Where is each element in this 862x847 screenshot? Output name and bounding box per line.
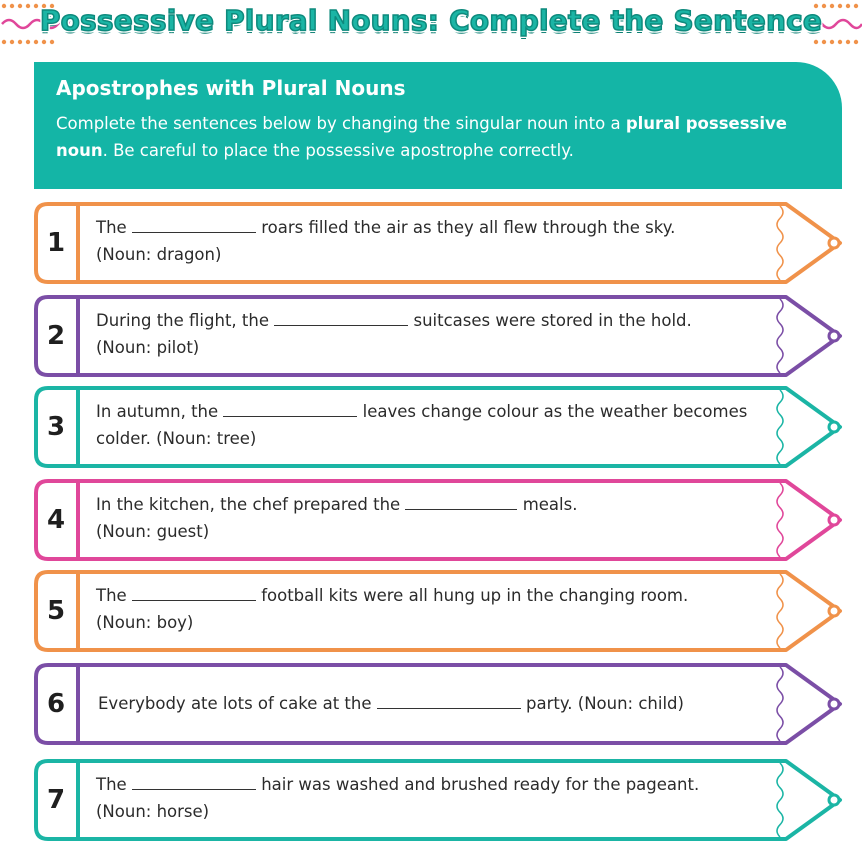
question-text [96,398,776,452]
instructions-bold-term: noun [56,141,103,160]
answer-blank[interactable] [377,693,521,709]
question-number: 4 [46,505,66,535]
question-text [96,491,776,545]
answer-blank[interactable] [274,310,408,326]
noun-hint: (Noun: guest) [96,522,210,541]
question-text [98,690,778,717]
question-1 [34,202,844,284]
question-2 [34,295,844,377]
sentence-start: The [96,218,127,237]
sentence-end: meals. [522,495,578,514]
title-bar [0,0,862,56]
sentence-start: In the kitchen, the chef prepared the [96,495,401,514]
instructions-text [56,110,820,164]
noun-hint: (Noun: boy) [96,613,194,632]
question-5 [34,570,844,652]
sentence-start: In autumn, the [96,402,219,421]
noun-hint: (Noun: dragon) [96,245,222,264]
answer-blank[interactable] [405,494,517,510]
question-number: 1 [46,228,66,258]
sentence-start: During the flight, the [96,311,269,330]
sentence-start: The [96,586,127,605]
question-text [96,214,776,268]
sentence-start: Everybody ate lots of cake at the [98,694,372,713]
noun-hint: colder. (Noun: tree) [96,429,257,448]
instructions-box [34,62,842,189]
sentence-end: suitcases were stored in the hold. [413,311,692,330]
sentence-end: football kits were all hung up in the changing room. [261,586,689,605]
noun-hint: (Noun: pilot) [96,338,200,357]
page-title: Possessive Plural Nouns: Complete the Sentence [39,4,823,37]
sentence-start: The [96,775,127,794]
instructions-text-part: Complete the sentences below by changing the singular noun into a [56,114,626,133]
noun-hint: (Noun: horse) [96,802,210,821]
question-number: 3 [46,412,66,442]
instructions-text-part: . Be careful to place the possessive apostrophe correctly. [102,141,574,160]
sentence-end: leaves change colour as the weather becomes [362,402,748,421]
answer-blank[interactable] [132,217,256,233]
question-text [96,582,776,636]
question-6 [34,663,844,745]
answer-blank[interactable] [223,401,357,417]
question-7 [34,759,844,841]
question-number: 7 [46,785,66,815]
question-number: 6 [46,689,66,719]
question-text [96,307,776,361]
question-number: 2 [46,321,66,351]
sentence-end: roars filled the air as they all flew through the sky. [261,218,676,237]
question-4 [34,479,844,561]
sentence-end: party. (Noun: child) [526,694,684,713]
question-text [96,771,776,825]
answer-blank[interactable] [132,585,256,601]
question-number: 5 [46,596,66,626]
question-3 [34,386,844,468]
instructions-heading: Apostrophes with Plural Nouns [56,76,406,100]
sentence-end: hair was washed and brushed ready for the pageant. [261,775,700,794]
instructions-bold-term: plural possessive [625,114,787,133]
answer-blank[interactable] [132,774,256,790]
